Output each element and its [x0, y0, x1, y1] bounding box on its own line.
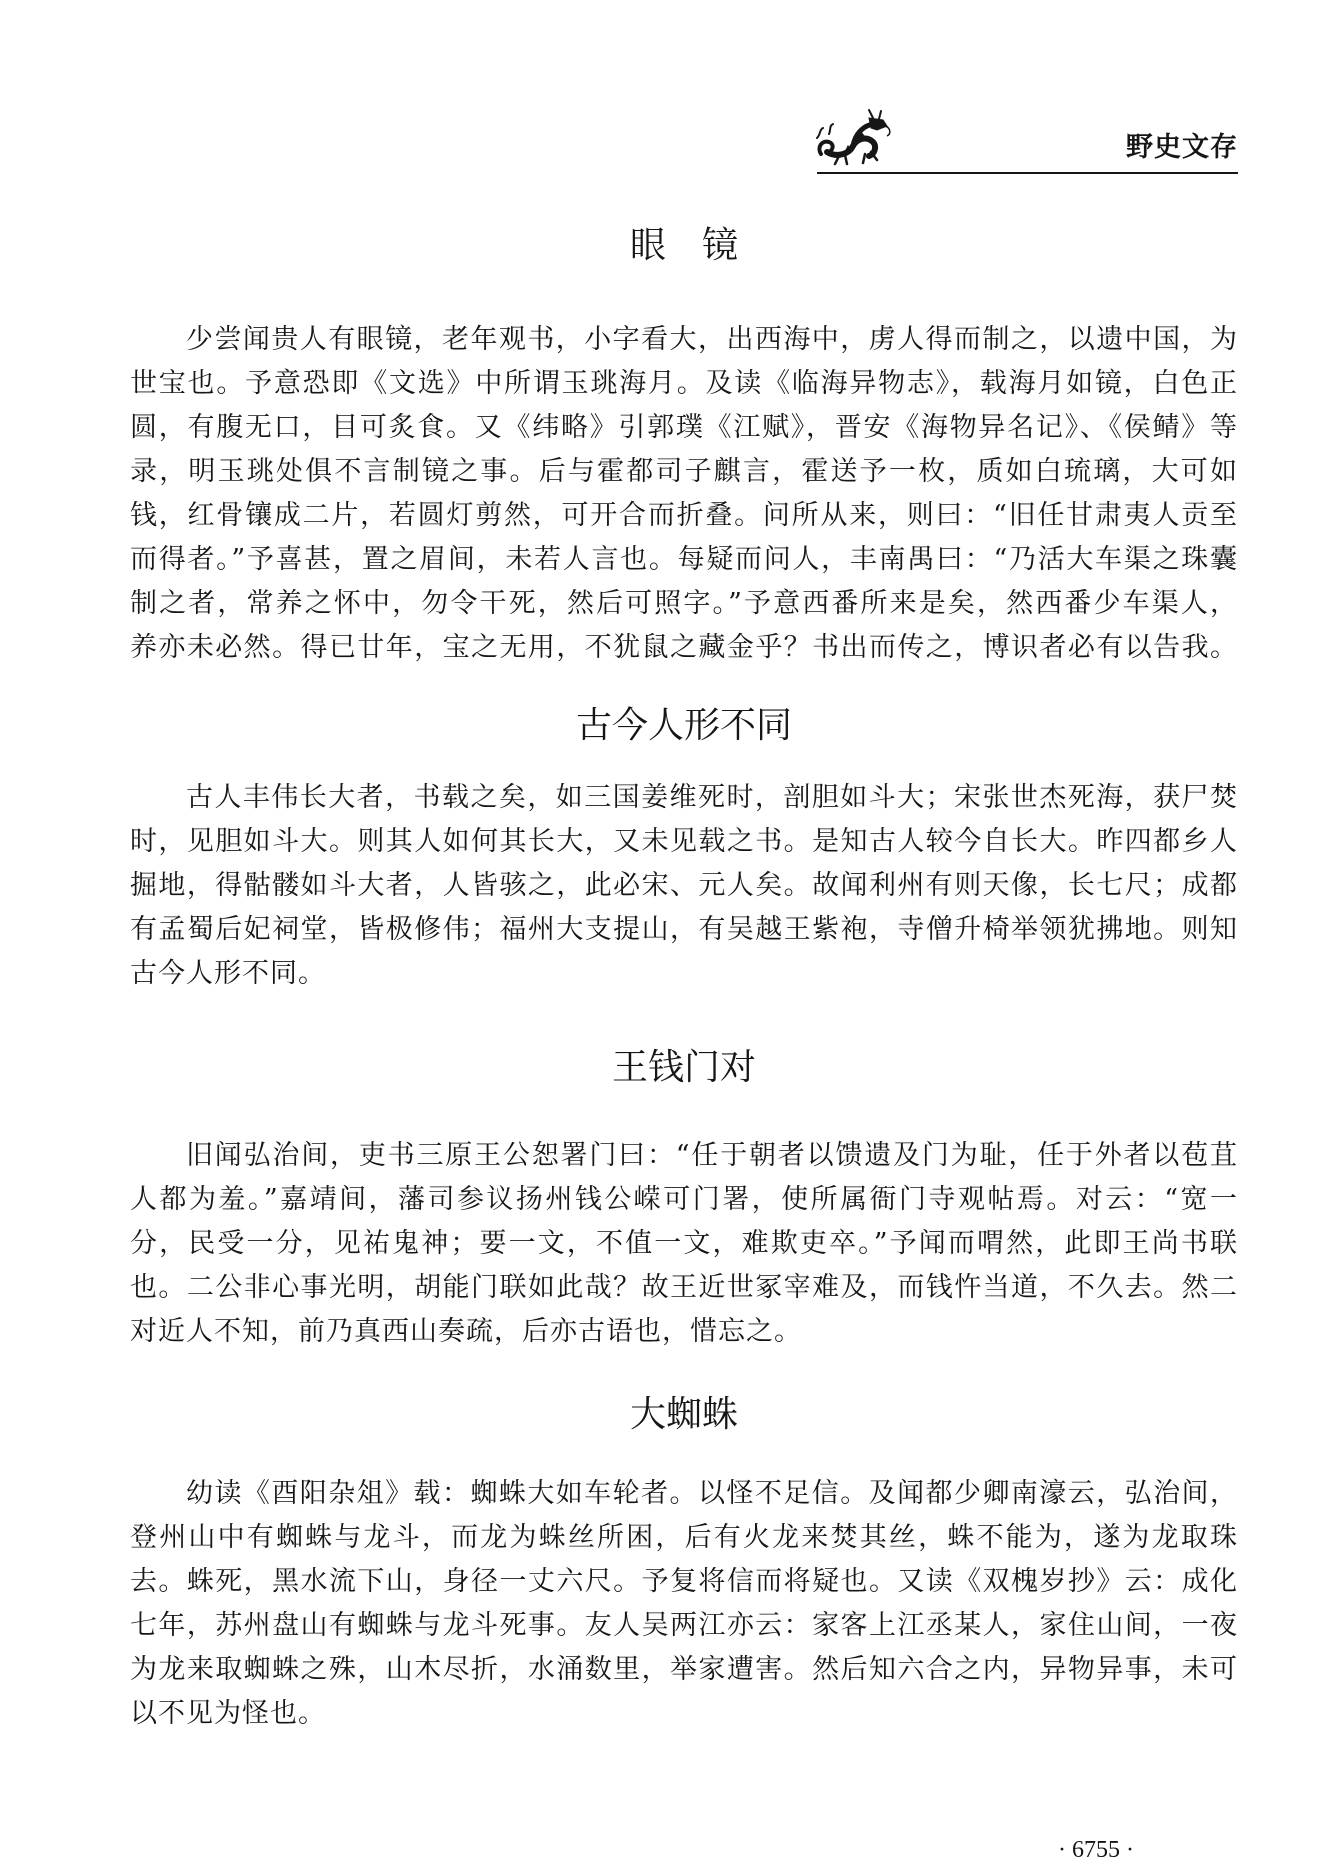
section-title: 眼 镜: [629, 225, 738, 266]
text-line: 旧闻弘治间，吏书三原王公恕署门曰：“任于朝者以馈遗及门为耻，任于外者以苞苴: [186, 1140, 1238, 1171]
text-line: 七年，苏州盘山有蜘蛛与龙斗死事。友人吴两江亦云：家客上江丞某人，家住山间，一夜: [130, 1610, 1238, 1641]
section-paragraph: [130, 318, 1238, 670]
dragon-logo-icon: [815, 108, 893, 166]
text-line: 圆，有腹无口，目可炙食。又《纬略》引郭璞《江赋》，晋安《海物异名记》、《侯鲭》等: [130, 412, 1238, 443]
text-line: 对近人不知，前乃真西山奏疏，后亦古语也，惜忘之。: [130, 1316, 802, 1347]
text-line: 以不见为怪也。: [130, 1698, 326, 1729]
text-line: 养亦未必然。得已廿年，宝之无用，不犹鼠之藏金乎？书出而传之，博识者必有以告我。: [130, 632, 1238, 663]
text-line: 也。二公非心事光明，胡能门联如此哉？故王近世冢宰难及，而钱忤当道，不久去。然二: [130, 1272, 1238, 1303]
text-line: 古今人形不同。: [130, 958, 326, 989]
text-line: 录，明玉珧处俱不言制镜之事。后与霍都司子麒言，霍送予一枚，质如白琉璃，大可如: [130, 456, 1238, 487]
header-rule: [817, 172, 1238, 174]
text-line: 时，见胆如斗大。则其人如何其长大，又未见载之书。是知古人较今自长大。昨四都乡人: [130, 826, 1238, 857]
section-paragraph: [130, 776, 1238, 996]
text-line: 去。蛛死，黑水流下山，身径一丈六尺。予复将信而将疑也。又读《双槐岁抄》云：成化: [130, 1566, 1238, 1597]
text-line: 制之者，常养之怀中，勿令干死，然后可照字。”予意西番所来是矣，然西番少车渠人，: [130, 588, 1238, 619]
text-line: 有孟蜀后妃祠堂，皆极修伟；福州大支提山，有吴越王紫袍，寺僧升椅举领犹拂地。则知: [130, 914, 1238, 945]
section-title: 古今人形不同: [575, 705, 792, 746]
text-line: 为龙来取蜘蛛之殊，山木尽折，水涌数里，举家遭害。然后知六合之内，异物异事，未可: [130, 1654, 1238, 1685]
page-number: · 6755 ·: [1058, 1837, 1134, 1863]
section-title: 大蜘蛛: [629, 1394, 738, 1435]
section-paragraph: [130, 1134, 1238, 1354]
text-line: 登州山中有蜘蛛与龙斗，而龙为蛛丝所困，后有火龙来焚其丝，蛛不能为，遂为龙取珠: [130, 1522, 1238, 1553]
text-line: 幼读《酉阳杂俎》载：蜘蛛大如车轮者。以怪不足信。及闻都少卿南濠云，弘治间，: [186, 1478, 1238, 1509]
running-title: 野史文存: [1126, 132, 1238, 163]
text-line: 古人丰伟长大者，书载之矣，如三国姜维死时，剖胆如斗大；宋张世杰死海，获尸焚: [186, 782, 1238, 813]
section-title: 王钱门对: [611, 1047, 756, 1088]
section-paragraph: [130, 1472, 1238, 1736]
text-line: 少尝闻贵人有眼镜，老年观书，小字看大，出西海中，虏人得而制之，以遗中国，为: [186, 324, 1238, 355]
text-line: 掘地，得骷髅如斗大者，人皆骇之，此必宋、元人矣。故闻利州有则天像，长七尺；成都: [130, 870, 1238, 901]
text-line: 分，民受一分，见祐鬼神；要一文，不值一文，难欺吏卒。”予闻而喟然，此即王尚书联: [130, 1228, 1238, 1259]
text-line: 世宝也。予意恐即《文选》中所谓玉珧海月。及读《临海异物志》，载海月如镜，白色正: [130, 368, 1238, 399]
text-line: 钱，红骨镶成二片，若圆灯剪然，可开合而折叠。问所从来，则曰：“旧任甘肃夷人贡至: [130, 500, 1238, 531]
text-line: 人都为羞。”嘉靖间，藩司参议扬州钱公嵘可门署，使所属衙门寺观帖焉。对云：“宽一: [130, 1184, 1238, 1215]
text-line: 而得者。”予喜甚，置之眉间，未若人言也。每疑而问人，丰南禺曰：“乃活大车渠之珠囊: [130, 544, 1238, 575]
